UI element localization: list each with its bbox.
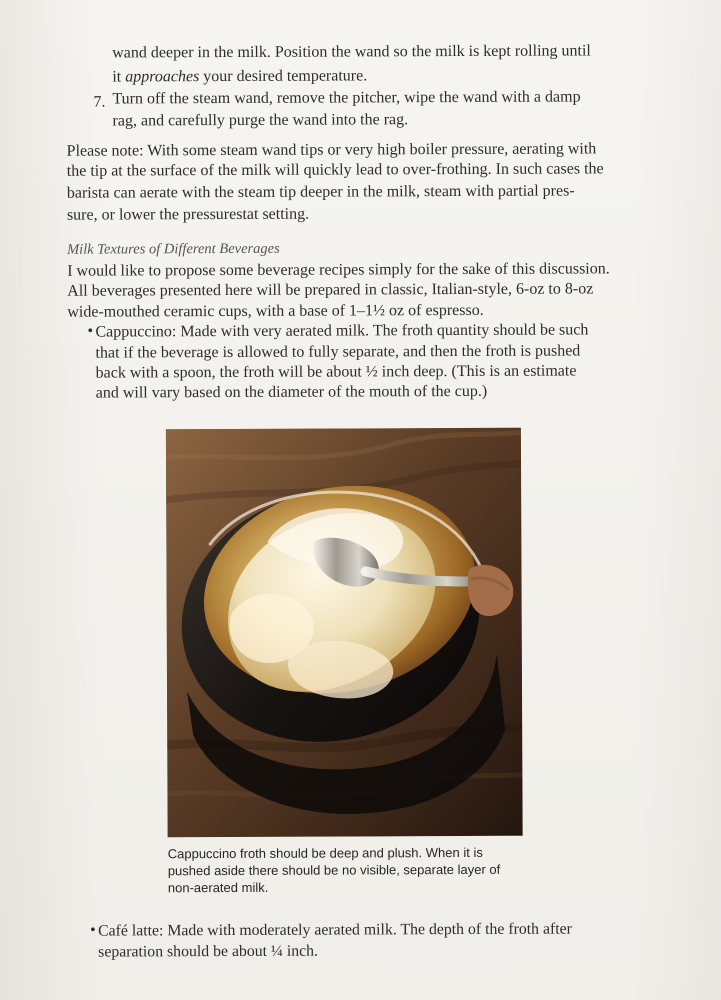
section-heading: Milk Textures of Different Beverages bbox=[67, 240, 280, 258]
latte-bullet: • bbox=[90, 921, 96, 939]
intro-line-2: All beverages presented here will be prepared in classic, Italian-style, 6-oz to 8-oz bbox=[67, 280, 594, 300]
cappuccino-photo-illustration bbox=[166, 428, 523, 838]
latte-line-1: Café latte: Made with moderately aerated milk. The depth of the froth after bbox=[98, 920, 572, 940]
emphasized-word: approaches bbox=[125, 68, 200, 86]
note-line-1: Please note: With some steam wand tips or very high boiler pressure, aerating with bbox=[66, 140, 597, 160]
note-line-4: sure, or lower the pressurestat setting. bbox=[66, 205, 310, 224]
photo-caption bbox=[167, 844, 538, 896]
caption-line-2: pushed aside there should be no visible, separate layer of bbox=[167, 861, 501, 879]
cappuccino-photo bbox=[166, 428, 523, 838]
cappuccino-line-2: that if the beverage is allowed to fully separate, and then the froth is pushed bbox=[95, 342, 581, 362]
intro-line-1: I would like to propose some beverage recipes simply for the sake of this discussion. bbox=[67, 260, 610, 280]
cappuccino-bullet: • bbox=[87, 322, 94, 340]
continued-step-line-1: wand deeper in the milk. Position the wand so the milk is kept rolling until bbox=[112, 42, 591, 62]
caption-line-1: Cappuccino froth should be deep and plush. When it is bbox=[167, 844, 483, 862]
note-line-3: barista can aerate with the steam tip deeper in the milk, steam with partial pres- bbox=[66, 182, 575, 202]
cappuccino-line-3: back with a spoon, the froth will be about ½ inch deep. (This is an estimate bbox=[95, 362, 577, 382]
cappuccino-line-1: Cappuccino: Made with very aerated milk. The froth quantity should be such bbox=[95, 321, 589, 341]
continued-step-suffix: your desired temperature. bbox=[199, 67, 368, 86]
continued-step-prefix: it bbox=[112, 68, 126, 86]
step-7-line-2: rag, and carefully purge the wand into the rag. bbox=[112, 111, 409, 130]
step-number: 7. bbox=[93, 93, 106, 111]
step-7-line-1: Turn off the steam wand, remove the pitcher, wipe the wand with a damp bbox=[112, 88, 581, 108]
intro-line-3: wide-mouthed ceramic cups, with a base of 1–1½ oz of espresso. bbox=[67, 301, 484, 321]
continued-step-line-2 bbox=[112, 66, 367, 87]
caption-line-3: non-aerated milk. bbox=[167, 879, 269, 896]
note-line-2: the tip at the surface of the milk will quickly lead to over-frothing. In such cases the bbox=[66, 160, 604, 180]
latte-line-2: separation should be about ¼ inch. bbox=[98, 942, 318, 961]
cappuccino-line-4: and will vary based on the diameter of the mouth of the cup.) bbox=[95, 382, 488, 402]
